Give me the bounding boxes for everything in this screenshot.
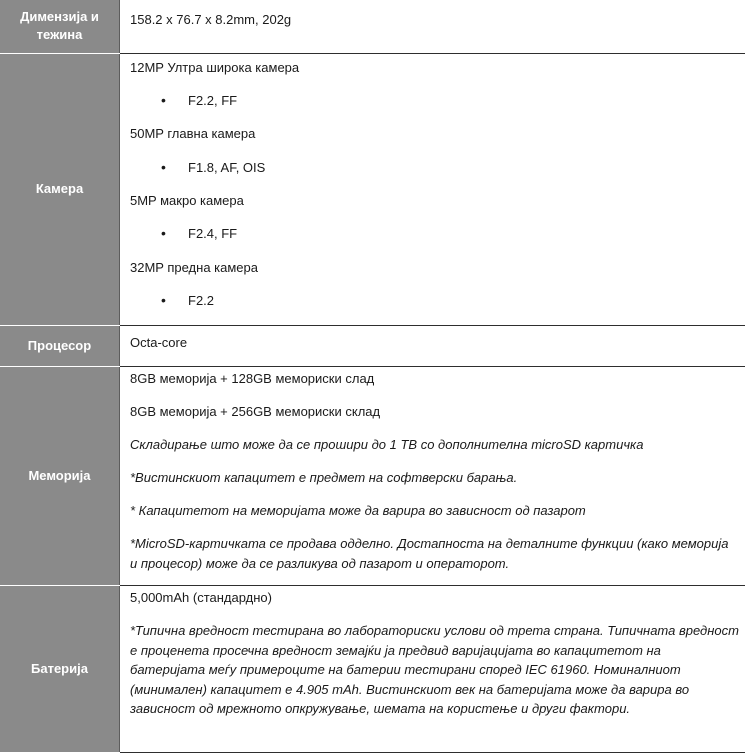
- camera-macro-spec-text: F2.4, FF: [188, 226, 237, 241]
- spec-row-dimensions: [0, 0, 745, 53]
- camera-ultrawide-title: 12MP Ултра широка камера: [130, 58, 739, 91]
- memory-details: [130, 367, 739, 573]
- battery-value: 5,000mAh (стандардно): [130, 588, 739, 608]
- bullet-icon: •: [161, 158, 166, 178]
- dimensions-value: 158.2 x 76.7 x 8.2mm, 202g: [130, 0, 739, 30]
- memory-footnote-market: * Капацитетот на меморијата може да варира во зависност од пазарот: [130, 501, 739, 521]
- spec-label-dimensions: [0, 0, 120, 53]
- camera-macro-title: 5MP макро камера: [130, 191, 739, 224]
- memory-footnote-microsd: *MicroSD-картичката се продава одделно. Достапноста на деталните функции (како меморија и процесор) може да се разликува од пазарот и операторот.: [130, 534, 739, 573]
- spec-label-camera: [0, 53, 120, 325]
- bullet-icon: •: [161, 91, 166, 111]
- memory-option-256: 8GB меморија + 256GB мемориски склад: [130, 402, 739, 422]
- memory-option-128: 8GB меморија + 128GB мемориски слад: [130, 369, 739, 389]
- spec-label-battery-text: Батерија: [31, 661, 88, 676]
- spec-label-memory: [0, 366, 120, 585]
- spec-value-camera: [120, 53, 745, 325]
- spec-label-memory-text: Меморија: [28, 468, 90, 483]
- camera-ultrawide-spec: [130, 91, 739, 124]
- spec-label-processor-text: Процесор: [28, 338, 91, 353]
- spec-label-camera-text: Камера: [36, 181, 83, 196]
- camera-front-spec: [130, 291, 739, 324]
- camera-main-spec-text: F1.8, AF, OIS: [188, 160, 265, 175]
- spec-row-processor: [0, 325, 745, 366]
- processor-value: Octa-core: [130, 326, 739, 353]
- spec-row-battery: [0, 585, 745, 752]
- spec-label-dimensions-text: Димензија и тежина: [20, 9, 99, 42]
- bullet-icon: •: [161, 291, 166, 311]
- spec-row-camera: [0, 53, 745, 325]
- spec-label-processor: [0, 325, 120, 366]
- spec-value-battery: [120, 585, 745, 752]
- spec-value-processor: [120, 325, 745, 366]
- camera-front-spec-text: F2.2: [188, 293, 214, 308]
- spec-row-memory: [0, 366, 745, 585]
- camera-list: [130, 54, 739, 325]
- camera-front-title: 32MP предна камера: [130, 258, 739, 291]
- memory-expandable-note: Складирање што може да се прошири до 1 TB со дополнителна microSD картичка: [130, 435, 739, 455]
- camera-main-spec: [130, 158, 739, 191]
- spec-label-battery: [0, 585, 120, 752]
- memory-footnote-capacity: *Вистинскиот капацитет е предмет на софтверски барања.: [130, 468, 739, 488]
- spec-value-memory: [120, 366, 745, 585]
- spec-value-dimensions: [120, 0, 745, 53]
- camera-macro-spec: [130, 224, 739, 257]
- camera-ultrawide-spec-text: F2.2, FF: [188, 93, 237, 108]
- battery-footnote: *Типична вредност тестирана во лабораториски услови од трета страна. Типичната вредност е проценета просечна вредност земајќи ја предвид варијацијата во капацитетот на батеријата меѓу примероците на батерии тестирани според IEC 61960. Номиналниот (минимален) капацитет е 4.905 mAh. Вистинскиот век на батеријата може да варира во зависност од мрежното опкружување, шемата на користење и други фактори.: [130, 621, 739, 719]
- battery-details: [130, 586, 739, 719]
- bullet-icon: •: [161, 224, 166, 244]
- camera-main-title: 50MP главна камера: [130, 124, 739, 157]
